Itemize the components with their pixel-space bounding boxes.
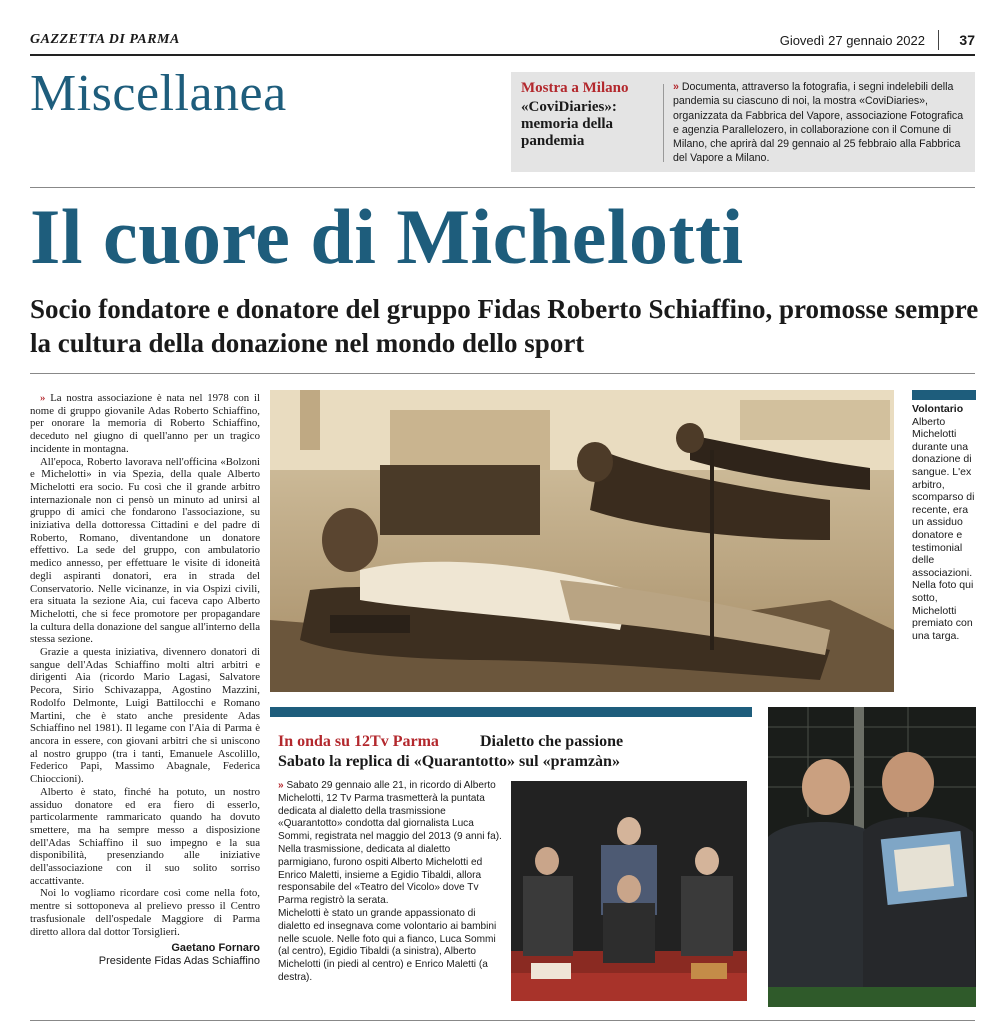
tv-paragraph: Michelotti è stato un grande appassionato di dialetto ed insegnava come volontario ai bambini nelle scuole. Nelle foto qui a fianco, Luca Sommi (al centro), Egidio Tibaldi (a sinistra), Alberto Michelotti (in piedi al centro) e Enrico Maletti (a destra). <box>278 907 497 983</box>
promo-title: «CoviDiaries»: memoria della pandemia <box>521 99 617 149</box>
tv-paragraph: » Sabato 29 gennaio alle 21, in ricordo di Alberto Michelotti, 12 Tv Parma trasmetterà la puntata dedicata al dialetto della trasmissione «Quarantotto» condotta dal giornalista Luca Sommi, registrata nel maggio del 2013 (9 anni fa). <box>278 780 502 843</box>
photo-tv-studio <box>511 781 747 1001</box>
promo-kicker: Mostra a Milano <box>521 80 629 96</box>
article-paragraph: » La nostra associazione è nata nel 1978 con il nome di gruppo giovanile Adas Roberto Schiaffino, per onorare la memoria di Roberto Schiaffino, deceduto nel giugno di quell'anno per un tragico incidente in montagna. <box>30 392 260 455</box>
promo-body <box>673 80 969 166</box>
divider <box>30 1020 975 1021</box>
tv-box <box>270 707 752 1007</box>
headline: Il cuore di Michelotti <box>30 193 744 280</box>
masthead <box>30 30 975 56</box>
caption-title: Volontario <box>912 403 964 415</box>
tv-paragraph: Nella trasmissione, dedicata al dialetto parmigiano, furono ospiti Alberto Michelotti ed Enrico Maletti, insieme a Egidio Tibaldi, allora responsabile del «Teatro del Vicolo» dove Tv Parma registrò la serata. <box>278 843 483 907</box>
tv-kicker: In onda su 12Tv Parma <box>278 733 439 750</box>
tv-subtitle: Sabato la replica di «Quarantotto» sul «pramzàn» <box>278 753 620 770</box>
caption-text: Alberto Michelotti durante una donazione di sangue. L'ex arbitro, scomparso di recente, era un assiduo donatore e testimonial delle associazioni. Nella foto qui sotto, Michelotti premiato con una targa. <box>912 415 975 642</box>
article-paragraph: All'epoca, Roberto lavorava nell'officina «Bolzoni e Michelotti» in via Spezia, della quale Alberto Michelotti era socio. Fu così che il grande arbitro internazionale non ci pensò un minuto ad unirsi al gruppo di amici che fondarono l'associazione, su iniziativa della dottoressa Cittadini e del padre di Roberto, Romano, diventandone un donatore effettivo. La sede del gruppo, con ambulatorio medico annesso, per effettuare le visite di idoneità degli aspiranti donatori, era in strada del Conservatorio. Nelle vicinanze, in via Ospizi civili, era situata la sezione Aia, cui faceva capo Alberto Michelotti, che si fece promotore per propagandare la cultura della donazione del sangue all'interno della stessa sezione. <box>30 455 260 646</box>
section-title: Miscellanea <box>30 65 287 122</box>
photo-blood-donation <box>270 390 894 692</box>
tv-body <box>278 780 503 985</box>
newspaper-name: GAZZETTA DI PARMA <box>30 32 180 47</box>
tv-title: Dialetto che passione <box>480 733 624 750</box>
author-name: Gaetano Fornaro <box>171 942 260 955</box>
box-bar <box>270 707 752 717</box>
promo-text: Documenta, attraverso la fotografia, i segni indelebili della pandemia su ciascuno di noi, la mostra «CoviDiaries», organizzata da Fabbrica del Vapore, associazione Fotografica e agenzia Parallelozero, in collaborazione con il Comune di Milano, che aprirà dal 29 gennaio al 25 febbraio alla Fabbrica del Vapore a Milano. <box>673 81 964 165</box>
quote-mark-icon: » <box>673 81 679 93</box>
article-paragraph: Grazie a questa iniziativa, divennero donatori di sangue dell'Adas Schiaffino molti altri arbitri e dirigenti Aia (ricordo Mario Lagasi, Salvatore Pecora, Sirio Schivazappa, Agostino Mazzini, Rodolfo Delmonte, Luigi Battilocchi e Romano Martini, che è stato anche presidente Adas Schiaffino nel 1981). Il legame con l'Aia di Parma è ancora in essere, con giovani arbitri che si uniscono al nostro gruppo (tra i tanti, Emanuele Ascolillo, Federico Papi, Massimo Abagnale, Federica Chioccioni). <box>30 646 260 786</box>
article-paragraph: Noi lo vogliamo ricordare così come nella foto, mentre si sottoponeva al prelievo presso il Centro trasfusionale dell'ospedale Maggiore di Parma diretto allora dal dottor Torsiglieri. <box>30 887 260 938</box>
photo-award <box>768 707 976 1007</box>
author-role: Presidente Fidas Adas Schiaffino <box>98 954 260 967</box>
quote-mark-icon: » <box>278 780 284 791</box>
divider <box>30 187 975 188</box>
article-body <box>30 392 260 968</box>
photo-caption <box>912 390 976 642</box>
quote-mark-icon: » <box>40 392 46 404</box>
subheadline: Socio fondatore e donatore del gruppo Fidas Roberto Schiaffino, promosse sempre la cultura della donazione nel mondo dello sport <box>30 294 979 358</box>
caption-bar <box>912 390 976 400</box>
issue-date: Giovedì 27 gennaio 2022 <box>779 33 925 48</box>
signature <box>30 942 260 967</box>
promo-box <box>511 72 975 172</box>
divider <box>30 373 975 374</box>
promo-divider <box>663 84 664 162</box>
page-number: 37 <box>959 32 975 48</box>
article-paragraph: Alberto è stato, finché ha potuto, un nostro assiduo donatore ed era fiero di esserlo, particolarmente rammaricato quando ha dovuto smettere, ma ha sempre messo a disposizione dell'Adas Schiaffino il suo impegno e la sua disponibilità, presenziando alle iniziative dell'associazione con il suo solito sorriso accattivante. <box>30 785 260 887</box>
masthead-divider <box>938 30 939 50</box>
